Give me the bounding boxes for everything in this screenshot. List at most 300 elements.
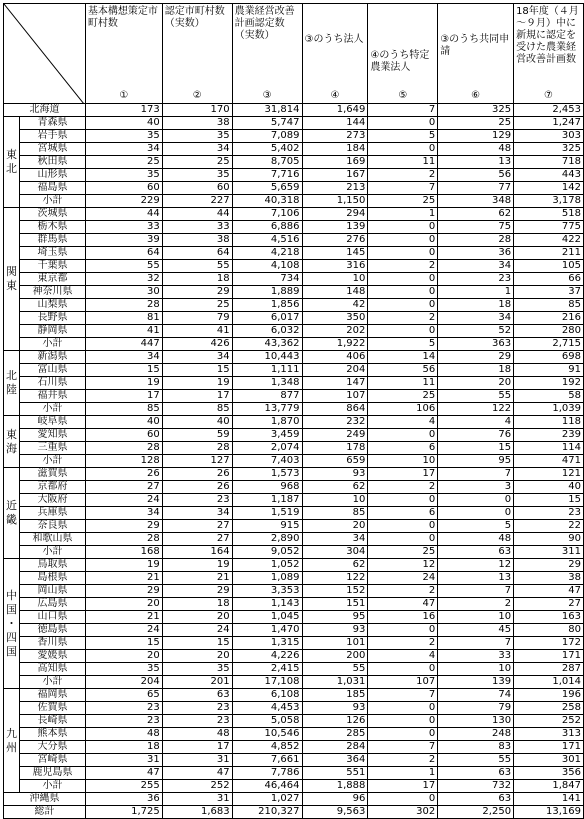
prefecture-cell: 鳥取県 bbox=[20, 559, 86, 572]
value-cell-col2: 18 bbox=[162, 598, 232, 611]
value-cell-col6: 25 bbox=[438, 117, 514, 130]
value-cell-col6: 74 bbox=[438, 689, 514, 702]
value-cell-col1: 23 bbox=[85, 702, 162, 715]
region-cell-tokai bbox=[4, 416, 20, 468]
value-cell-col2: 15 bbox=[162, 364, 232, 377]
prefecture-cell: 徳島県 bbox=[20, 624, 86, 637]
value-cell-col7: 38 bbox=[514, 572, 584, 585]
value-cell-col4: 85 bbox=[302, 507, 368, 520]
value-cell-col6: 732 bbox=[438, 780, 514, 793]
value-cell-col6: 83 bbox=[438, 741, 514, 754]
region-char: 東 bbox=[6, 148, 17, 161]
value-cell-col2: 79 bbox=[162, 312, 232, 325]
prefecture-cell: 山梨県 bbox=[20, 299, 86, 312]
value-cell-col3: 1,315 bbox=[232, 637, 302, 650]
prefecture-cell: 小計 bbox=[20, 546, 86, 559]
prefecture-cell: 富山県 bbox=[20, 364, 86, 377]
prefecture-cell: 岩手県 bbox=[20, 130, 86, 143]
value-cell-col4: 42 bbox=[302, 299, 368, 312]
value-cell-col1: 34 bbox=[85, 507, 162, 520]
value-cell-col4: 273 bbox=[302, 130, 368, 143]
value-cell-col1: 39 bbox=[85, 234, 162, 247]
value-cell-col3: 1,348 bbox=[232, 377, 302, 390]
header-col2-index: ② bbox=[192, 90, 202, 101]
prefecture-cell: 青森県 bbox=[20, 117, 86, 130]
value-cell-col5: 106 bbox=[368, 403, 438, 416]
region-char: 関 bbox=[6, 265, 17, 278]
value-cell-col2: 38 bbox=[162, 117, 232, 130]
table-row bbox=[4, 468, 584, 481]
value-cell-col5: 2 bbox=[368, 481, 438, 494]
value-cell-col4: 249 bbox=[302, 429, 368, 442]
prefecture-cell: 島根県 bbox=[20, 572, 86, 585]
value-cell-col3: 5,747 bbox=[232, 117, 302, 130]
value-cell-col7: 192 bbox=[514, 377, 584, 390]
value-cell-col5: 0 bbox=[368, 520, 438, 533]
value-cell-col7: 258 bbox=[514, 702, 584, 715]
value-cell-col5: 2 bbox=[368, 260, 438, 273]
value-cell-col4: 93 bbox=[302, 624, 368, 637]
value-cell-col3: 9,052 bbox=[232, 546, 302, 559]
value-cell-col2: 23 bbox=[162, 494, 232, 507]
value-cell-col2: 19 bbox=[162, 559, 232, 572]
header-corner-cell bbox=[4, 4, 86, 104]
table-row bbox=[4, 546, 584, 559]
value-cell-col3: 7,106 bbox=[232, 208, 302, 221]
prefecture-cell: 小計 bbox=[20, 338, 86, 351]
prefecture-cell: 小計 bbox=[20, 195, 86, 208]
value-cell-col5: 14 bbox=[368, 351, 438, 364]
value-cell-col4: 169 bbox=[302, 156, 368, 169]
value-cell-col7: 40 bbox=[514, 481, 584, 494]
value-cell-col2: 21 bbox=[162, 572, 232, 585]
value-cell-col6: 55 bbox=[438, 390, 514, 403]
value-cell-col7: 80 bbox=[514, 624, 584, 637]
value-cell-col7: 105 bbox=[514, 260, 584, 273]
value-cell-col3: 1,111 bbox=[232, 364, 302, 377]
value-cell-col7: 311 bbox=[514, 546, 584, 559]
value-cell-col3: 5,402 bbox=[232, 143, 302, 156]
value-cell-col4: 20 bbox=[302, 520, 368, 533]
value-cell-col1: 40 bbox=[85, 416, 162, 429]
value-cell-col6: 2,250 bbox=[438, 806, 514, 819]
table-row bbox=[4, 234, 584, 247]
value-cell-col2: 34 bbox=[162, 507, 232, 520]
value-cell-col2: 48 bbox=[162, 728, 232, 741]
prefecture-cell: 群馬県 bbox=[20, 234, 86, 247]
value-cell-col7: 37 bbox=[514, 286, 584, 299]
value-cell-col7: 58 bbox=[514, 390, 584, 403]
value-cell-col7: 3,178 bbox=[514, 195, 584, 208]
prefecture-cell: 福岡県 bbox=[20, 689, 86, 702]
region-cell-kyushu bbox=[4, 689, 20, 793]
value-cell-col3: 1,470 bbox=[232, 624, 302, 637]
value-cell-col7: 141 bbox=[514, 793, 584, 806]
value-cell-col2: 31 bbox=[162, 793, 232, 806]
value-cell-col2: 38 bbox=[162, 234, 232, 247]
value-cell-col6: 18 bbox=[438, 364, 514, 377]
value-cell-col6: 2 bbox=[438, 598, 514, 611]
value-cell-col7: 15 bbox=[514, 494, 584, 507]
table-row bbox=[4, 572, 584, 585]
value-cell-col1: 35 bbox=[85, 169, 162, 182]
value-cell-col6: 48 bbox=[438, 533, 514, 546]
value-cell-col2: 164 bbox=[162, 546, 232, 559]
value-cell-col5: 0 bbox=[368, 494, 438, 507]
value-cell-col3: 6,886 bbox=[232, 221, 302, 234]
prefecture-cell: 宮崎県 bbox=[20, 754, 86, 767]
value-cell-col6: 33 bbox=[438, 650, 514, 663]
value-cell-col5: 1 bbox=[368, 208, 438, 221]
value-cell-col3: 4,852 bbox=[232, 741, 302, 754]
value-cell-col4: 864 bbox=[302, 403, 368, 416]
value-cell-col6: 10 bbox=[438, 663, 514, 676]
table-row bbox=[4, 208, 584, 221]
region-char: 国 bbox=[6, 602, 17, 616]
value-cell-col4: 1,150 bbox=[302, 195, 368, 208]
value-cell-col4: 1,922 bbox=[302, 338, 368, 351]
value-cell-col2: 29 bbox=[162, 286, 232, 299]
value-cell-col1: 64 bbox=[85, 247, 162, 260]
value-cell-col4: 96 bbox=[302, 793, 368, 806]
value-cell-col6: 75 bbox=[438, 221, 514, 234]
value-cell-col1: 28 bbox=[85, 442, 162, 455]
prefecture-cell: 新潟県 bbox=[20, 351, 86, 364]
value-cell-col4: 304 bbox=[302, 546, 368, 559]
value-cell-col1: 26 bbox=[85, 468, 162, 481]
value-cell-col7: 313 bbox=[514, 728, 584, 741]
table-row bbox=[4, 195, 584, 208]
value-cell-col4: 147 bbox=[302, 377, 368, 390]
prefecture-cell: 滋賀県 bbox=[20, 468, 86, 481]
value-cell-col4: 284 bbox=[302, 741, 368, 754]
value-cell-col1: 30 bbox=[85, 286, 162, 299]
value-cell-col4: 122 bbox=[302, 572, 368, 585]
value-cell-col1: 128 bbox=[85, 455, 162, 468]
header-col7-label: 18年度（４月～９月）中に新規に認定を受けた農業経営改善計画数 bbox=[516, 6, 579, 65]
table-row bbox=[4, 767, 584, 780]
value-cell-col6: 45 bbox=[438, 624, 514, 637]
table-row bbox=[4, 624, 584, 637]
prefecture-cell: 山形県 bbox=[20, 169, 86, 182]
value-cell-col3: 4,218 bbox=[232, 247, 302, 260]
value-cell-col5: 6 bbox=[368, 507, 438, 520]
value-cell-col1: 17 bbox=[85, 390, 162, 403]
value-cell-col3: 10,443 bbox=[232, 351, 302, 364]
value-cell-col6: 3 bbox=[438, 481, 514, 494]
value-cell-col1: 29 bbox=[85, 520, 162, 533]
prefecture-cell: 東京都 bbox=[20, 273, 86, 286]
value-cell-col6: 248 bbox=[438, 728, 514, 741]
table-row bbox=[4, 338, 584, 351]
prefecture-cell: 愛知県 bbox=[20, 429, 86, 442]
table-row bbox=[4, 702, 584, 715]
value-cell-col6: 79 bbox=[438, 702, 514, 715]
value-cell-col3: 4,516 bbox=[232, 234, 302, 247]
value-cell-col5: 5 bbox=[368, 130, 438, 143]
value-cell-col1: 19 bbox=[85, 377, 162, 390]
value-cell-col2: 29 bbox=[162, 585, 232, 598]
table-row bbox=[4, 611, 584, 624]
table-row bbox=[4, 507, 584, 520]
value-cell-col2: 27 bbox=[162, 520, 232, 533]
value-cell-col5: 107 bbox=[368, 676, 438, 689]
prefecture-cell: 栃木県 bbox=[20, 221, 86, 234]
value-cell-col5: 0 bbox=[368, 299, 438, 312]
value-cell-col4: 148 bbox=[302, 286, 368, 299]
value-cell-col6: 28 bbox=[438, 234, 514, 247]
header-col1-index: ① bbox=[119, 90, 129, 101]
prefecture-cell: 岐阜県 bbox=[20, 416, 86, 429]
value-cell-col2: 23 bbox=[162, 702, 232, 715]
value-cell-col1: 255 bbox=[85, 780, 162, 793]
value-cell-col4: 204 bbox=[302, 364, 368, 377]
value-cell-col2: 64 bbox=[162, 247, 232, 260]
prefecture-cell: 福島県 bbox=[20, 182, 86, 195]
region-char: 北 bbox=[6, 162, 17, 175]
value-cell-col7: 13,169 bbox=[514, 806, 584, 819]
value-cell-col6: 10 bbox=[438, 611, 514, 624]
value-cell-col4: 1,031 bbox=[302, 676, 368, 689]
header-col3 bbox=[232, 4, 302, 104]
value-cell-col2: 17 bbox=[162, 741, 232, 754]
value-cell-col1: 21 bbox=[85, 572, 162, 585]
value-cell-col2: 25 bbox=[162, 156, 232, 169]
value-cell-col6: 34 bbox=[438, 260, 514, 273]
value-cell-col4: 62 bbox=[302, 559, 368, 572]
value-cell-col3: 7,786 bbox=[232, 767, 302, 780]
value-cell-col1: 28 bbox=[85, 533, 162, 546]
value-cell-col3: 210,327 bbox=[232, 806, 302, 819]
value-cell-col3: 3,459 bbox=[232, 429, 302, 442]
value-cell-col4: 232 bbox=[302, 416, 368, 429]
prefecture-cell: 長崎県 bbox=[20, 715, 86, 728]
table-row bbox=[4, 689, 584, 702]
value-cell-col1: 47 bbox=[85, 767, 162, 780]
value-cell-col2: 24 bbox=[162, 624, 232, 637]
value-cell-col4: 406 bbox=[302, 351, 368, 364]
value-cell-col4: 167 bbox=[302, 169, 368, 182]
value-cell-col6: 52 bbox=[438, 325, 514, 338]
value-cell-col2: 18 bbox=[162, 273, 232, 286]
value-cell-col4: 144 bbox=[302, 117, 368, 130]
table-row bbox=[4, 663, 584, 676]
value-cell-col4: 95 bbox=[302, 611, 368, 624]
value-cell-col2: 127 bbox=[162, 455, 232, 468]
header-col6-label: ③のうち共同申請 bbox=[440, 34, 510, 57]
value-cell-col7: 518 bbox=[514, 208, 584, 221]
prefecture-cell: 千葉県 bbox=[20, 260, 86, 273]
value-cell-col6: 18 bbox=[438, 299, 514, 312]
value-cell-col7: 114 bbox=[514, 442, 584, 455]
value-cell-col1: 85 bbox=[85, 403, 162, 416]
value-cell-col6: 13 bbox=[438, 572, 514, 585]
value-cell-col5: 25 bbox=[368, 390, 438, 403]
value-cell-col1: 36 bbox=[85, 793, 162, 806]
value-cell-col7: 303 bbox=[514, 130, 584, 143]
value-cell-col1: 24 bbox=[85, 494, 162, 507]
value-cell-col3: 10,546 bbox=[232, 728, 302, 741]
value-cell-col7: 718 bbox=[514, 156, 584, 169]
value-cell-col1: 31 bbox=[85, 754, 162, 767]
value-cell-col5: 5 bbox=[368, 338, 438, 351]
value-cell-col3: 1,052 bbox=[232, 559, 302, 572]
value-cell-col5: 17 bbox=[368, 468, 438, 481]
value-cell-col3: 1,143 bbox=[232, 598, 302, 611]
value-cell-col5: 4 bbox=[368, 650, 438, 663]
value-cell-col7: 171 bbox=[514, 741, 584, 754]
prefecture-cell: 小計 bbox=[20, 455, 86, 468]
prefecture-cell: 京都府 bbox=[20, 481, 86, 494]
value-cell-col1: 34 bbox=[85, 351, 162, 364]
value-cell-col4: 34 bbox=[302, 533, 368, 546]
value-cell-col5: 12 bbox=[368, 559, 438, 572]
value-cell-col3: 7,716 bbox=[232, 169, 302, 182]
value-cell-col5: 0 bbox=[368, 793, 438, 806]
prefecture-cell: 大分県 bbox=[20, 741, 86, 754]
value-cell-col2: 20 bbox=[162, 650, 232, 663]
value-cell-col6: 129 bbox=[438, 130, 514, 143]
table-row bbox=[4, 416, 584, 429]
value-cell-col5: 7 bbox=[368, 182, 438, 195]
value-cell-col4: 10 bbox=[302, 494, 368, 507]
value-cell-col4: 184 bbox=[302, 143, 368, 156]
value-cell-col6: 95 bbox=[438, 455, 514, 468]
value-cell-col1: 25 bbox=[85, 156, 162, 169]
value-cell-col3: 6,017 bbox=[232, 312, 302, 325]
value-cell-col5: 10 bbox=[368, 455, 438, 468]
value-cell-col5: 302 bbox=[368, 806, 438, 819]
region-char: 陸 bbox=[6, 383, 17, 396]
prefecture-cell: 熊本県 bbox=[20, 728, 86, 741]
header-col1-label: 基本構想策定市町村数 bbox=[87, 6, 158, 29]
value-cell-col1: 447 bbox=[85, 338, 162, 351]
value-cell-col6: 7 bbox=[438, 585, 514, 598]
statistics-table-container bbox=[3, 3, 584, 819]
table-row bbox=[4, 130, 584, 143]
table-row bbox=[4, 429, 584, 442]
value-cell-col3: 4,453 bbox=[232, 702, 302, 715]
header-col5-label: ④のうち特定農業法人 bbox=[370, 50, 430, 73]
value-cell-col3: 1,089 bbox=[232, 572, 302, 585]
value-cell-col2: 23 bbox=[162, 715, 232, 728]
value-cell-col5: 17 bbox=[368, 780, 438, 793]
prefecture-cell: 沖縄県 bbox=[4, 793, 86, 806]
table-row bbox=[4, 598, 584, 611]
table-row bbox=[4, 520, 584, 533]
value-cell-col6: 7 bbox=[438, 637, 514, 650]
prefecture-cell: 小計 bbox=[20, 676, 86, 689]
value-cell-col6: 15 bbox=[438, 442, 514, 455]
value-cell-col7: 27 bbox=[514, 598, 584, 611]
value-cell-col2: 34 bbox=[162, 351, 232, 364]
value-cell-col4: 213 bbox=[302, 182, 368, 195]
table-row bbox=[4, 559, 584, 572]
value-cell-col7: 118 bbox=[514, 416, 584, 429]
value-cell-col5: 16 bbox=[368, 611, 438, 624]
value-cell-col2: 15 bbox=[162, 637, 232, 650]
table-row bbox=[4, 455, 584, 468]
value-cell-col5: 56 bbox=[368, 364, 438, 377]
prefecture-cell: 山口県 bbox=[20, 611, 86, 624]
region-char: 畿 bbox=[6, 513, 17, 526]
value-cell-col3: 7,403 bbox=[232, 455, 302, 468]
value-cell-col7: 66 bbox=[514, 273, 584, 286]
prefecture-cell: 小計 bbox=[20, 403, 86, 416]
farm-management-statistics-table bbox=[3, 3, 584, 819]
value-cell-col4: 145 bbox=[302, 247, 368, 260]
value-cell-col7: 29 bbox=[514, 559, 584, 572]
value-cell-col7: 239 bbox=[514, 429, 584, 442]
prefecture-cell: 兵庫県 bbox=[20, 507, 86, 520]
value-cell-col1: 27 bbox=[85, 481, 162, 494]
value-cell-col1: 55 bbox=[85, 260, 162, 273]
value-cell-col3: 4,226 bbox=[232, 650, 302, 663]
value-cell-col1: 35 bbox=[85, 130, 162, 143]
value-cell-col1: 60 bbox=[85, 182, 162, 195]
value-cell-col1: 44 bbox=[85, 208, 162, 221]
value-cell-col2: 40 bbox=[162, 416, 232, 429]
value-cell-col5: 0 bbox=[368, 143, 438, 156]
value-cell-col6: 4 bbox=[438, 416, 514, 429]
value-cell-col1: 23 bbox=[85, 715, 162, 728]
value-cell-col7: 252 bbox=[514, 715, 584, 728]
value-cell-col2: 19 bbox=[162, 377, 232, 390]
value-cell-col6: 48 bbox=[438, 143, 514, 156]
value-cell-col2: 17 bbox=[162, 390, 232, 403]
header-col5 bbox=[368, 4, 438, 104]
table-row bbox=[4, 169, 584, 182]
value-cell-col5: 2 bbox=[368, 169, 438, 182]
value-cell-col2: 63 bbox=[162, 689, 232, 702]
value-cell-col5: 11 bbox=[368, 377, 438, 390]
table-row bbox=[4, 117, 584, 130]
value-cell-col6: 325 bbox=[438, 104, 514, 117]
table-row bbox=[4, 533, 584, 546]
value-cell-col1: 28 bbox=[85, 299, 162, 312]
table-row bbox=[4, 585, 584, 598]
value-cell-col7: 443 bbox=[514, 169, 584, 182]
value-cell-col2: 252 bbox=[162, 780, 232, 793]
region-cell-kinki bbox=[4, 468, 20, 559]
value-cell-col7: 325 bbox=[514, 143, 584, 156]
table-row bbox=[4, 325, 584, 338]
prefecture-cell: 総計 bbox=[4, 806, 86, 819]
prefecture-cell: 埼玉県 bbox=[20, 247, 86, 260]
header-col2 bbox=[162, 4, 232, 104]
value-cell-col7: 91 bbox=[514, 364, 584, 377]
value-cell-col7: 301 bbox=[514, 754, 584, 767]
value-cell-col5: 6 bbox=[368, 442, 438, 455]
value-cell-col5: 7 bbox=[368, 741, 438, 754]
table-row bbox=[4, 806, 584, 819]
value-cell-col2: 33 bbox=[162, 221, 232, 234]
value-cell-col4: 202 bbox=[302, 325, 368, 338]
prefecture-cell: 大阪府 bbox=[20, 494, 86, 507]
value-cell-col6: 36 bbox=[438, 247, 514, 260]
value-cell-col3: 1,045 bbox=[232, 611, 302, 624]
value-cell-col4: 107 bbox=[302, 390, 368, 403]
value-cell-col6: 0 bbox=[438, 507, 514, 520]
table-row bbox=[4, 390, 584, 403]
value-cell-col6: 76 bbox=[438, 429, 514, 442]
value-cell-col7: 2,715 bbox=[514, 338, 584, 351]
prefecture-cell: 和歌山県 bbox=[20, 533, 86, 546]
table-row bbox=[4, 143, 584, 156]
table-row bbox=[4, 403, 584, 416]
value-cell-col4: 185 bbox=[302, 689, 368, 702]
table-row bbox=[4, 754, 584, 767]
